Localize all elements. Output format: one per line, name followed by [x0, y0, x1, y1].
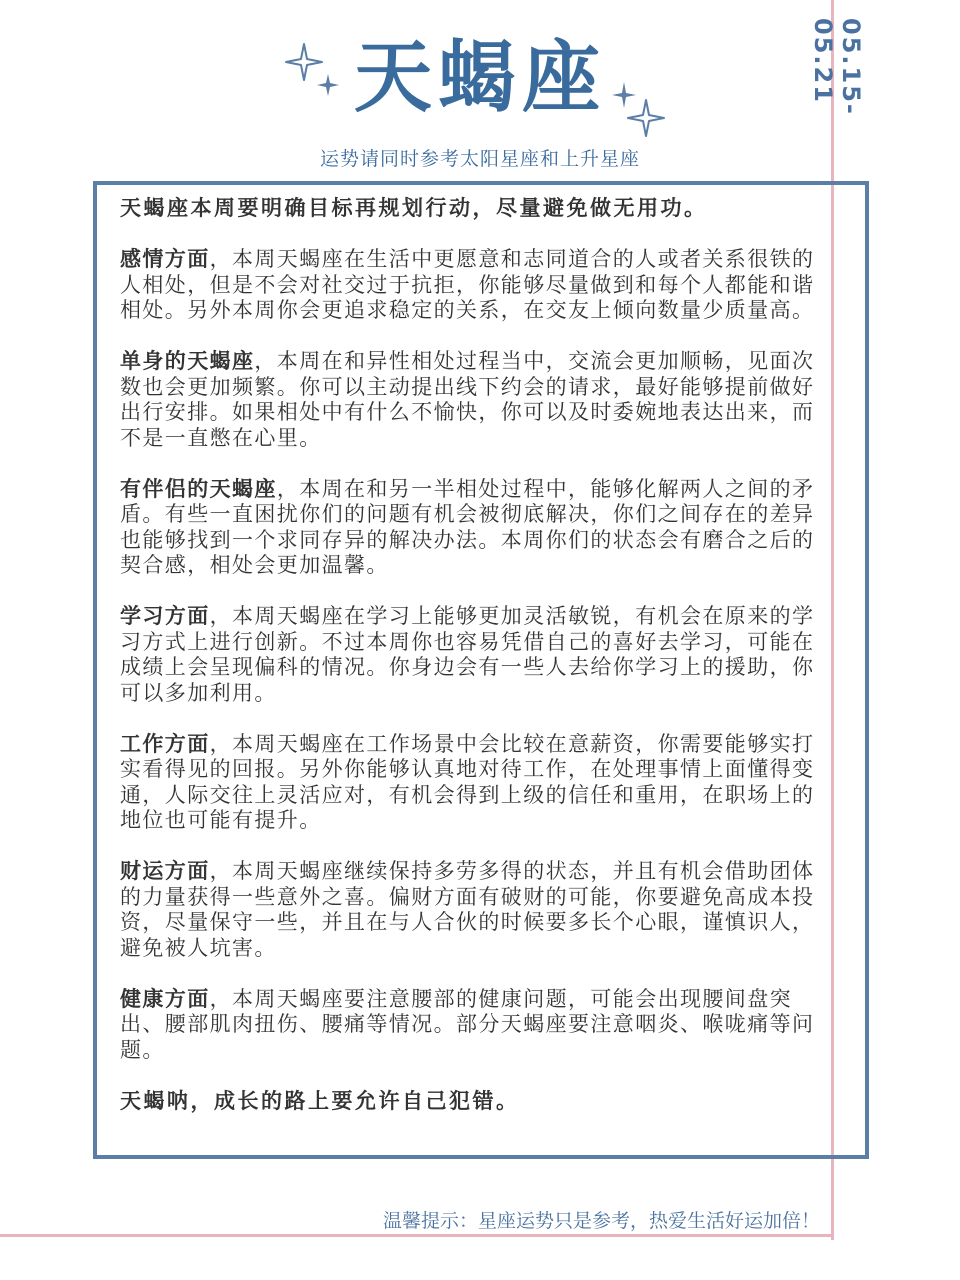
- section-text: ，本周天蝎座要注意腰部的健康问题，可能会出现腰间盘突出、腰部肌肉扭伤、腰痛等情况。部分天蝎座要注意咽炎、喉咙痛等问题。: [120, 986, 815, 1062]
- section-study: [120, 604, 820, 706]
- section-finance: [120, 859, 820, 961]
- subtitle: 运势请同时参考太阳星座和上升星座: [319, 148, 640, 170]
- section-text: ，本周在和另一半相处过程中，能够化解两人之间的矛盾。有些一直困扰你们的问题有机会被彻底解决，你们之间存在的差异也能够找到一个求同存异的解决办法。本周你们的状态会有磨合之后的契合感，相处会更加温馨。: [120, 476, 815, 577]
- section-text: ，本周在和异性相处过程当中，交流会更加顺畅，见面次数也会更加频繁。你可以主动提出线下约会的请求，最好能够提前做好出行安排。如果相处中有什么不愉快，你可以及时委婉地表达出来，而不是一直憋在心里。: [120, 349, 815, 450]
- section-heading: 感情方面: [120, 247, 210, 271]
- lead-paragraph: 天蝎座本周要明确目标再规划行动，尽量避免做无用功。: [120, 196, 708, 220]
- footer-tip: 温馨提示：星座运势只是参考，热爱生活好运加倍！: [382, 1210, 820, 1232]
- section-love: [120, 247, 820, 324]
- section-text: ，本周天蝎座在学习上能够更加灵活敏锐，有机会在原来的学习方式上进行创新。不过本周你也容易凭借自己的喜好去学习，可能在成绩上会呈现偏科的情况。你身边会有一些人去给你学习上的援助，你可以多加利用。: [120, 604, 815, 705]
- section-heading: 学习方面: [120, 604, 210, 628]
- section-partnered: [120, 477, 820, 579]
- decorative-horizontal-line: [0, 1234, 834, 1237]
- section-text: ，本周天蝎座继续保持多劳多得的状态，并且有机会借助团体的力量获得一些意外之喜。偏财方面有破财的可能，你要避免高成本投资，尽量保守一些，并且在与人合伙的时候要多长个心眼，谨慎识人，避免被人坑害。: [120, 859, 815, 960]
- section-text: ，本周天蝎座在生活中更愿意和志同道合的人或者关系很铁的人相处，但是不会对社交过于抗拒，你能够尽量做到和每个人都能和谐相处。另外本周你会更追求稳定的关系，在交友上倾向数量少质量高。: [120, 247, 815, 322]
- sparkle-icon: [610, 80, 666, 140]
- section-text: ，本周天蝎座在工作场景中会比较在意薪资，你需要能够实打实看得见的回报。另外你能够认真地对待工作，在处理事情上面懂得变通，人际交往上灵活应对，有机会得到上级的信任和重用，在职场上的地位也可能有提升。: [120, 731, 815, 832]
- section-heading: 健康方面: [120, 986, 210, 1011]
- section-health: [120, 987, 820, 1064]
- page-title: 天蝎座: [353, 33, 606, 123]
- horoscope-content: [120, 196, 820, 1140]
- section-heading: 工作方面: [120, 731, 210, 756]
- date-range: 05.15-05.21: [809, 18, 865, 116]
- section-heading: 单身的天蝎座: [120, 349, 255, 373]
- section-heading: 有伴侣的天蝎座: [120, 476, 277, 501]
- section-work: [120, 732, 820, 834]
- section-heading: 财运方面: [120, 859, 210, 883]
- closing-paragraph: 天蝎呐，成长的路上要允许自己犯错。: [120, 1088, 520, 1113]
- section-single: [120, 349, 820, 451]
